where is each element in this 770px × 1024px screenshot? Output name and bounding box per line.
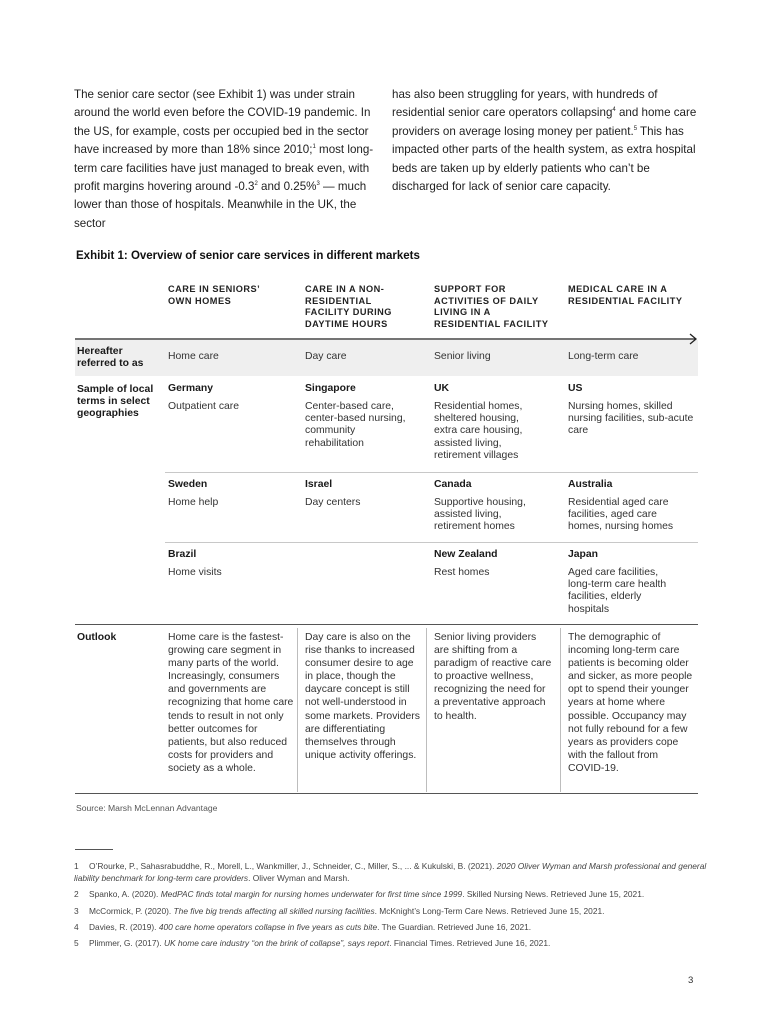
country-name: Australia	[568, 479, 613, 490]
footnote-text: Davies, R. (2019).	[89, 922, 159, 932]
footnote-number: 1	[74, 861, 79, 871]
country-name: Singapore	[305, 383, 356, 394]
row-label-sample: Sample of local terms in select geographies	[77, 384, 154, 419]
country-name: Canada	[434, 479, 472, 490]
divider	[75, 793, 698, 794]
country-name: Japan	[568, 549, 599, 560]
country-name: Sweden	[168, 479, 208, 490]
footnote-4	[74, 921, 714, 933]
footnote-text: . Oliver Wyman and Marsh.	[248, 873, 350, 883]
footnote-text: . McKnight’s Long-Term Care News. Retrieved June 15, 2021.	[374, 906, 605, 916]
local-terms: Residential homes, sheltered housing, extra care housing, assisted living, retirement villages	[434, 401, 523, 461]
body-text: has also been struggling for years, with hundreds of residential senior care operators collapsing	[392, 88, 658, 120]
footnote-ref[interactable]: 5	[633, 125, 638, 132]
column-header-day: CARE IN A NON-RESIDENTIAL FACILITY DURING DAYTIME HOURS	[305, 284, 392, 329]
footnote-title: 400 care home operators collapse in five years as cuts bite	[158, 922, 378, 932]
footnote-number: 2	[74, 889, 79, 899]
row-label-outlook: Outlook	[77, 632, 117, 643]
column-divider	[297, 628, 298, 792]
country-name: Brazil	[168, 549, 197, 560]
footnote-title: The five big trends affecting all skilled nursing facilities	[173, 906, 375, 916]
footnote-1	[74, 860, 714, 884]
exhibit-title: Exhibit 1: Overview of senior care services in different markets	[76, 250, 420, 262]
outlook-home: Home care is the fastest-growing care segment in many parts of the world. Increasingly, consumers and governments are recognizing that home care tends to result in not only better outcomes for patients, but also reduced costs for providers and society as a whole.	[168, 632, 294, 774]
footnote-title: MedPAC finds total margin for nursing homes underwater for first time since 1999	[160, 889, 463, 899]
country-name: Germany	[168, 383, 214, 394]
hereafter-day: Day care	[305, 351, 347, 362]
body-text: most long-term care facilities have just managed to break even, with profit margins hovering around -0.3	[74, 143, 374, 194]
country-name: New Zealand	[434, 549, 498, 560]
local-terms: Home visits	[168, 567, 222, 578]
footnote-text: Spanko, A. (2020).	[89, 889, 161, 899]
footnote-number: 5	[74, 938, 79, 948]
row-label-hereafter: Hereafter referred to as	[77, 346, 144, 369]
local-terms: Day centers	[305, 497, 361, 508]
divider	[75, 624, 698, 625]
outlook-medical: The demographic of incoming long-term care patients is becoming older and sicker, as more people opt to spend their younger years at home where possible. Occupancy may not fully rebound for a few years as providers cope with the fallout from COVID-19.	[568, 632, 693, 774]
local-terms: Aged care facilities, long-term care health facilities, elderly hospitals	[568, 567, 667, 615]
outlook-day: Day care is also on the rise thanks to increased consumer desire to age in place, though the daycare concept is still not well-understood in some markets. Providers are differentiating themselves through unique activity offerings.	[305, 632, 420, 761]
footnote-number: 3	[74, 906, 79, 916]
divider	[165, 472, 698, 473]
country-name: Israel	[305, 479, 333, 490]
body-text: and home care providers on average losing money per patient.	[392, 106, 697, 138]
body-text: and 0.25%	[257, 180, 317, 194]
country-name: UK	[434, 383, 450, 394]
local-terms: Nursing homes, skilled nursing facilities, sub-acute care	[568, 401, 694, 437]
hereafter-home: Home care	[168, 351, 219, 362]
hereafter-living: Senior living	[434, 351, 491, 362]
footnote-rule	[75, 849, 113, 850]
column-header-living: SUPPORT FOR ACTIVITIES OF DAILY LIVING IN A RESIDENTIAL FACILITY	[434, 284, 549, 329]
column-header-home: CARE IN SENIORS’ OWN HOMES	[168, 284, 260, 306]
footnote-text: O’Rourke, P., Sahasrabuddhe, R., Morell, L., Wankmiller, J., Schneider, C., Miller, S., ... & Kukulski, B. (2021).	[89, 861, 497, 871]
body-column-1	[74, 86, 376, 233]
local-terms: Home help	[168, 497, 219, 508]
footnote-text: . Skilled Nursing News. Retrieved June 15, 2021.	[462, 889, 645, 899]
local-terms: Rest homes	[434, 567, 490, 578]
footnote-title: 2020 Oliver Wyman and Marsh professional and general liability benchmark for long-term care providers	[74, 861, 707, 883]
local-terms: Outpatient care	[168, 401, 240, 412]
body-text: This has impacted other parts of the health system, as extra hospital beds are taken up by elderly patients who can’t be discharged for lack of senior care capacity.	[392, 124, 696, 194]
footnote-text: Plimmer, G. (2017).	[89, 938, 164, 948]
country-name: US	[568, 383, 583, 394]
column-divider	[426, 628, 427, 792]
footnote-5	[74, 937, 714, 949]
continuum-arrow	[75, 332, 698, 346]
column-divider	[560, 628, 561, 792]
footnote-ref[interactable]: 1	[312, 144, 316, 151]
footnote-ref[interactable]: 3	[316, 181, 320, 188]
footnote-ref[interactable]: 4	[612, 107, 616, 114]
footnote-ref[interactable]: 2	[254, 181, 258, 188]
local-terms: Supportive housing, assisted living, retirement homes	[434, 497, 526, 533]
page-number: 3	[688, 975, 694, 986]
footnote-text: McCormick, P. (2020).	[89, 906, 174, 916]
body-text: The senior care sector (see Exhibit 1) was under strain around the world even before the COVID-19 pandemic. In the US, for example, costs per occupied bed in the sector have increased by more than 18% since 2010;	[74, 88, 371, 157]
local-terms: Center-based care, center-based nursing, community rehabilitation	[305, 401, 406, 449]
hereafter-longterm: Long-term care	[568, 351, 639, 362]
divider	[165, 542, 698, 543]
body-text: — much lower than those of hospitals. Meanwhile in the UK, the sector	[74, 180, 367, 230]
outlook-living: Senior living providers are shifting from a paradigm of reactive care to proactive wellness, recognizing the need for a preventative approach to health.	[434, 632, 552, 722]
footnote-2	[74, 888, 714, 900]
body-column-2	[392, 86, 698, 196]
column-header-medical: MEDICAL CARE IN A RESIDENTIAL FACILITY	[568, 284, 683, 306]
local-terms: Residential aged care facilities, aged care homes, nursing homes	[568, 497, 674, 533]
footnote-3	[74, 905, 714, 917]
footnote-text: . The Guardian. Retrieved June 16, 2021.	[377, 922, 532, 932]
footnote-title: UK home care industry “on the brink of collapse”, says report	[163, 938, 390, 948]
footnote-number: 4	[74, 922, 79, 932]
exhibit-source: Source: Marsh McLennan Advantage	[76, 803, 218, 813]
footnote-text: . Financial Times. Retrieved June 16, 2021.	[389, 938, 551, 948]
